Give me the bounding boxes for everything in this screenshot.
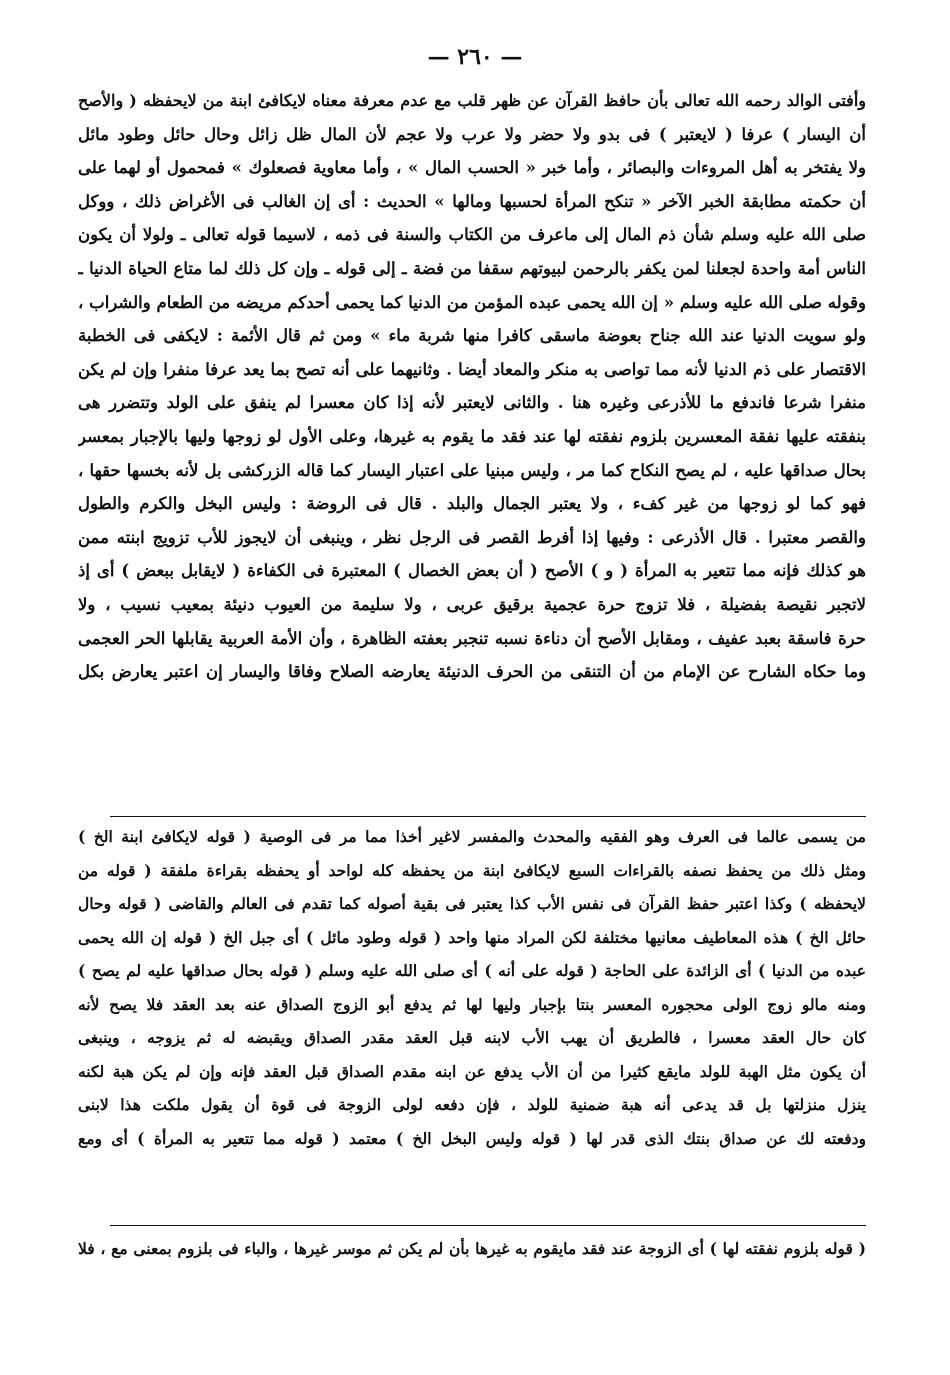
text-line: بحال صداقها عليه ، لم يصح النكاح كما مر ، وليس مبنيا على اعتبار اليسار كما قاله الزركشى بل لأنه بخسها حقها ، [78,460,866,480]
footnote-text [78,1232,866,1266]
text-line: ولا يفتخر به أهل المروءات والبصائر ، وأما خبر « الحسب المال » ، وأما معاوية فصعلوك » فمحمول أو لهما على [78,158,866,178]
text-line: حرة فاسقة بعبد عفيف ، ومقابل الأصح أن دناءة نسبه تنجبر بعفته الظاهرة ، وأن الأمة العربية يقابلها الحر العجمى [78,628,866,648]
text-line: الاقتصار على ذم الدنيا لأنه مما تواصى به منكر والمعاد أيضا . وثانيهما على أنه تصح بما يعد عرفا منفرا وإن لم يكن [78,359,866,379]
commentary-line: ومثل ذلك من يحفظ نصفه بالقراءات السبع لايكافئ ابنة من يحفظه كله لواحد أو يحفظه بقراءة ملفقة ( قوله من [78,860,866,880]
text-line: صلى الله عليه وسلم شأن ذم المال إلى ماعرف من الكتاب والسنة فى ذمه ، لاسيما قوله تعالى ـ ولولا أن يكون [78,225,866,245]
text-line: وأفتى الوالد رحمه الله تعالى بأن حافظ القرآن عن ظهر قلب مع عدم معرفة معناه لايكافئ ابنة من لايحفظه ( والأصح [78,91,866,110]
commentary-line: ودفعته لك عن صداق بنتك الذى قدر لها ( قوله وليس البخل الخ ) معتمد ( قوله مما تتعير به المرأة ) أى ومع [78,1128,866,1148]
main-text [78,84,866,689]
commentary-line: عبده من الدنيا ) أى الزائدة على الحاجة ( قوله على أنه ) أى صلى الله عليه وسلم ( قوله بحال صداقها عليه لم يصح ) [78,961,866,980]
text-line: ولو سويت الدنيا عند الله جناح بعوضة ماسقى كافرا منها شربة ماء » ومن ثم قال الأئمة : لايكفى فى الخطبة [78,326,866,346]
commentary-line: ومنه مالو زوج الولى محجوره المعسر بنتا بإجبار وليها لها ثم يدفع أبو الزوج الصداق عنه بعد العقد فلا يصح لأنه [78,994,866,1014]
commentary-line: كان حال العقد معسرا ، فالطريق أن يهب الأب لابنه قبل العقد مقدر الصداق ويقبضه له ثم يزوجه ، وينبغى [78,1028,866,1047]
commentary-line: حائل الخ ) هذه المعاطيف معانيها مختلفة لكن المراد منها واحد ( قوله وطود مائل ) أى جبل الخ ( قوله إن الله يحمى [78,927,866,947]
commentary-line: ينزل منزلتها بل قد يدعى أنه هبة ضمنية للولد ، فإن دفعه لولى الزوجة فى قوة أن يقول ملكت هذا لابنى [78,1095,866,1114]
commentary-text [78,820,866,1155]
commentary-line: أن يكون مثل الهبة للولد مايقع كثيرا من أن الأب يدفع عن ابنه مقدم الصداق قبل العقد فإنه وإن لم يكن هبة لكنه [78,1061,866,1081]
page-number: — ٢٦٠ — [427,44,523,70]
text-line: وقوله صلى الله عليه وسلم « إن الله يحمى عبده المؤمن من الدنيا كما يحمى أحدكم مريضه من الطعام والشراب ، [78,292,866,312]
text-line: بنفقته عليها نفقة المعسرين بلزوم نفقته لها عند فقد ما يقوم به غيرها، وعلى الأول لو زوجها وليها بالإجبار بمعسر [78,426,866,446]
section-divider [110,1225,866,1226]
text-line: منفرا شرعا فاندفع ما للأذرعى وغيره هنا . والثانى لايعتبر لأنه إذا كان معسرا لم ينفق على الولد وتتضرر هى [78,393,866,413]
text-line: وما حكاه الشارح عن الإمام من أن التنقى من الحرف الدنيئة يعارضه الصلاح وفاقا واليسار إن اعتبر يعارض بكل [78,662,866,682]
text-line: الناس أمة واحدة لجعلنا لمن يكفر بالرحمن لبيوتهم سقفا من فضة ـ إلى قوله ـ وإن كل ذلك لما متاع الحياة الدنيا ـ [78,258,866,278]
text-line: فهو كما لو زوجها من غير كفء ، ولا يعتبر الجمال والبلد . قال فى الروضة : وليس البخل والكرم والطول [78,494,866,514]
section-divider [110,816,866,817]
text-line: أن اليسار ) عرفا ( لايعتبر ) فى بدو ولا حضر ولا عرب ولا عجم لأن المال ظل زائل وحال حائل وطود مائل [78,124,866,144]
text-line: لاتجبر نقيصة بفضيلة ، فلا تزوج حرة عجمية برقيق عربى ، ولا سليمة من العيوب دنيئة بمعيب نسيب ، ولا [78,594,866,614]
commentary-line: من يسمى عالما فى العرف وهو الفقيه والمحدث والمفسر لاغير أخذا مما مر فى الوصية ( قوله لايكافئ ابنة الخ ) [78,827,866,846]
commentary-line: لايحفظه ) وكذا اعتبر حفظ القرآن فى نفس الأب كذا يعتبر فى بقية أصوله كما تقدم فى العالم والقاضى ( قوله وحال [78,894,866,913]
text-line: هو كذلك فإنه مما تتعير به المرأة ( و ) الأصح ( أن بعض الخصال ) المعتبرة فى الكفاءة ( لايقابل ببعض ) أى إذ [78,561,866,581]
text-line: أن حكمته مطابقة الخبر الآخر « تنكح المرأة لحسبها ومالها » الحديث : أى إن الغالب فى الأغراض ذلك ، ووكل [78,191,866,211]
footnote-line: ( قوله بلزوم نفقته لها ) أى الزوجة عند فقد مايقوم به غيرها بأن لم يكن ثم موسر غيرها ، والباء فى بلزوم بمعنى مع ، فلا [78,1239,866,1258]
text-line: والقصر معتبرا . قال الأذرعى : وفيها إذا أفرط القصر فى الرجل نظر ، وينبغى أن لايجوز للأب تزويج ابنته ممن [78,527,866,547]
